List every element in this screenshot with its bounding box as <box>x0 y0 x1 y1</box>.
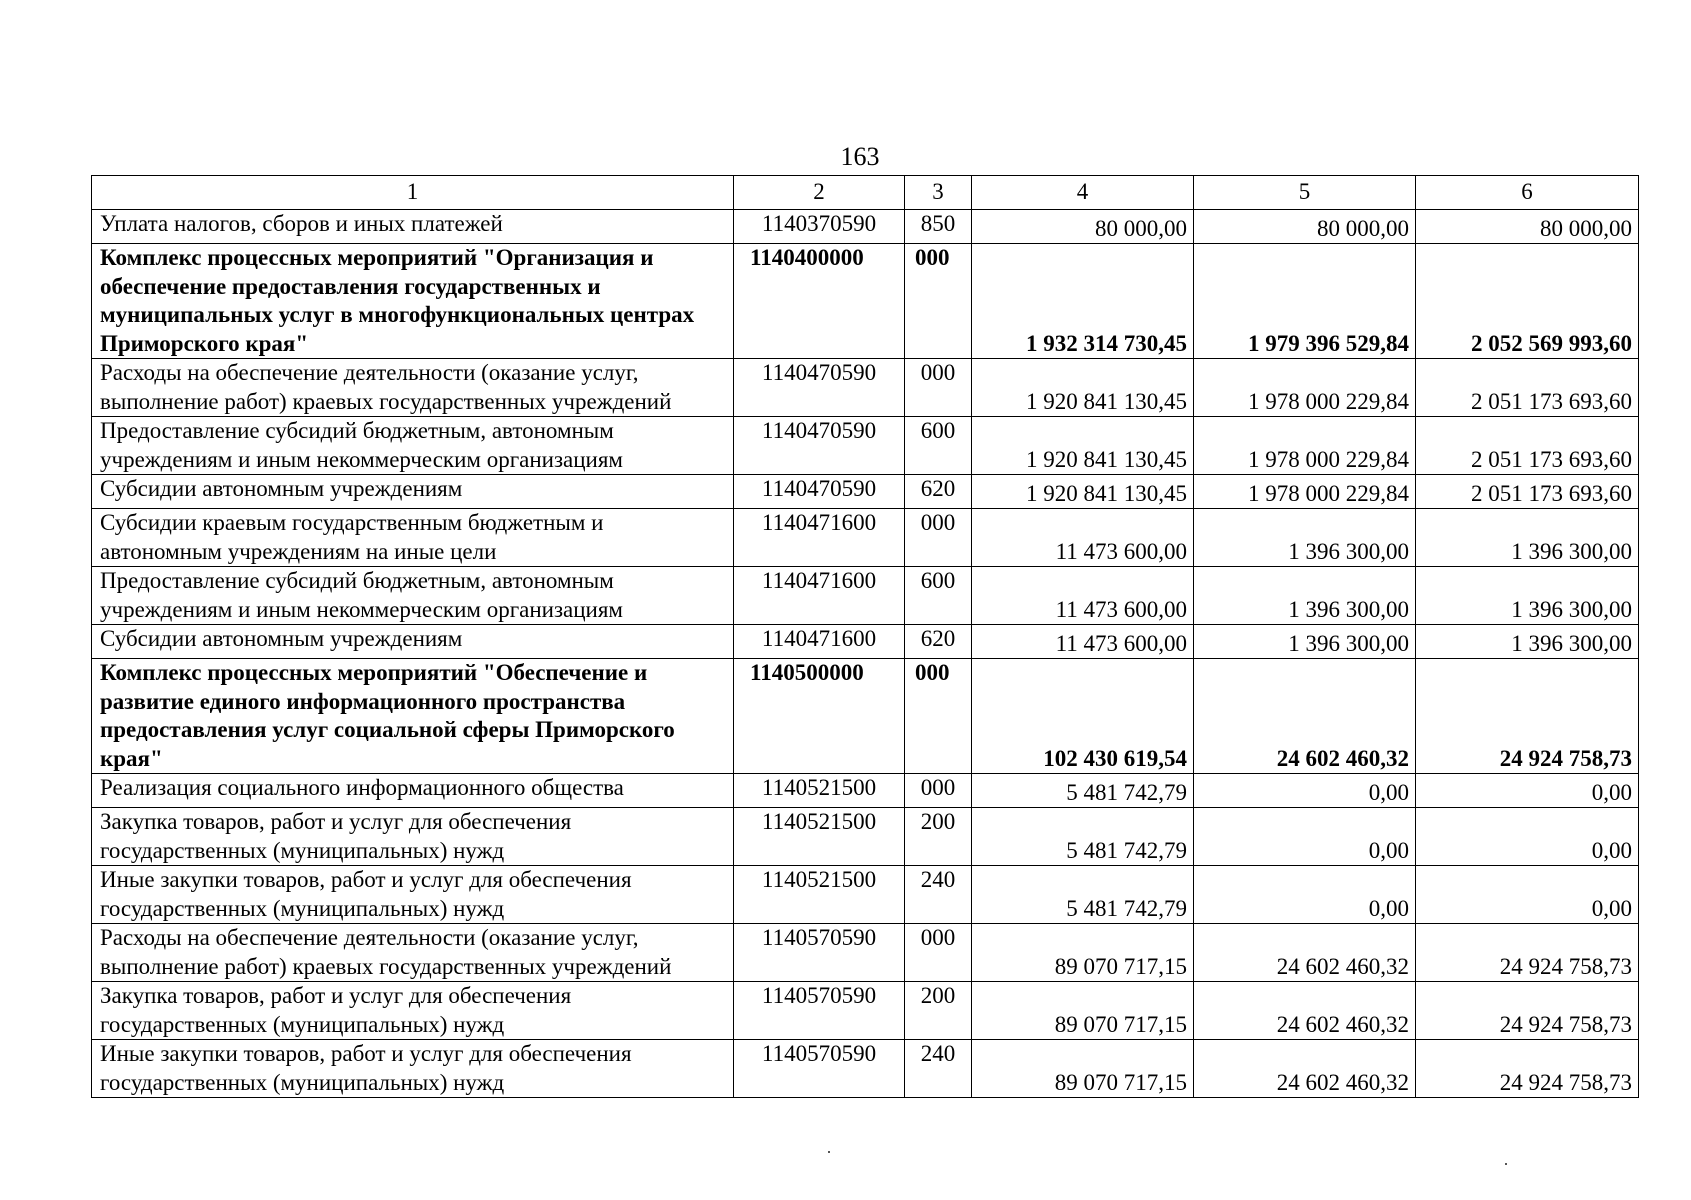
row-code: 1140370590 <box>734 210 905 244</box>
row-value-5: 80 000,00 <box>1194 210 1416 244</box>
row-value-6: 24 924 758,73 <box>1416 1040 1639 1098</box>
row-value-5: 1 978 000 229,84 <box>1194 475 1416 509</box>
row-name: Предоставление субсидий бюджетным, автономным учреждениям и иным некоммерческим организациям <box>92 417 734 475</box>
row-value-6: 80 000,00 <box>1416 210 1639 244</box>
row-value-4: 5 481 742,79 <box>972 866 1194 924</box>
row-value-6: 24 924 758,73 <box>1416 659 1639 774</box>
row-value-4: 102 430 619,54 <box>972 659 1194 774</box>
row-value-4: 89 070 717,15 <box>972 924 1194 982</box>
table-row <box>92 774 1639 808</box>
row-value-5: 1 396 300,00 <box>1194 625 1416 659</box>
row-value-5: 24 602 460,32 <box>1194 659 1416 774</box>
row-code: 1140521500 <box>734 808 905 866</box>
table-body <box>92 176 1639 1098</box>
row-code: 1140570590 <box>734 982 905 1040</box>
table-row <box>92 509 1639 567</box>
row-value-5: 1 978 000 229,84 <box>1194 417 1416 475</box>
page-number: 163 <box>840 142 880 171</box>
row-type: 000 <box>905 924 972 982</box>
row-type: 000 <box>905 774 972 808</box>
row-value-5: 24 602 460,32 <box>1194 982 1416 1040</box>
scan-speck <box>828 1151 830 1153</box>
table-row <box>92 866 1639 924</box>
row-value-4: 89 070 717,15 <box>972 982 1194 1040</box>
table-row <box>92 567 1639 625</box>
row-type: 240 <box>905 866 972 924</box>
row-value-4: 5 481 742,79 <box>972 808 1194 866</box>
row-value-6: 2 052 569 993,60 <box>1416 244 1639 359</box>
row-code: 1140521500 <box>734 774 905 808</box>
column-number-row <box>92 176 1639 210</box>
row-value-5: 24 602 460,32 <box>1194 924 1416 982</box>
row-value-5: 1 396 300,00 <box>1194 509 1416 567</box>
row-value-5: 1 978 000 229,84 <box>1194 359 1416 417</box>
row-value-6: 2 051 173 693,60 <box>1416 417 1639 475</box>
row-value-5: 0,00 <box>1194 808 1416 866</box>
table-row <box>92 475 1639 509</box>
table-row <box>92 808 1639 866</box>
row-value-6: 0,00 <box>1416 774 1639 808</box>
column-header: 6 <box>1416 176 1639 210</box>
row-code: 1140470590 <box>734 417 905 475</box>
row-value-6: 1 396 300,00 <box>1416 509 1639 567</box>
column-header: 2 <box>734 176 905 210</box>
column-header: 3 <box>905 176 972 210</box>
row-type: 000 <box>905 359 972 417</box>
row-value-5: 0,00 <box>1194 774 1416 808</box>
table-row <box>92 244 1639 359</box>
row-type: 240 <box>905 1040 972 1098</box>
row-value-6: 2 051 173 693,60 <box>1416 359 1639 417</box>
row-value-5: 24 602 460,32 <box>1194 1040 1416 1098</box>
row-value-5: 1 396 300,00 <box>1194 567 1416 625</box>
row-value-6: 1 396 300,00 <box>1416 567 1639 625</box>
table-row <box>92 924 1639 982</box>
row-code: 1140471600 <box>734 509 905 567</box>
row-type: 000 <box>905 509 972 567</box>
row-name: Комплекс процессных мероприятий "Обеспечение и развитие единого информационного пространства предоставления услуг социальной сферы Приморского края" <box>92 659 734 774</box>
row-name: Предоставление субсидий бюджетным, автономным учреждениям и иным некоммерческим организациям <box>92 567 734 625</box>
row-name: Закупка товаров, работ и услуг для обеспечения государственных (муниципальных) нужд <box>92 808 734 866</box>
row-name: Субсидии автономным учреждениям <box>92 475 734 509</box>
column-header: 5 <box>1194 176 1416 210</box>
row-name: Субсидии автономным учреждениям <box>92 625 734 659</box>
row-type: 200 <box>905 982 972 1040</box>
budget-table <box>91 175 1639 1098</box>
row-code: 1140471600 <box>734 567 905 625</box>
row-name: Расходы на обеспечение деятельности (оказание услуг, выполнение работ) краевых государственных учреждений <box>92 359 734 417</box>
row-code: 1140570590 <box>734 924 905 982</box>
scan-speck <box>1505 1163 1507 1165</box>
row-value-4: 11 473 600,00 <box>972 509 1194 567</box>
row-value-4: 11 473 600,00 <box>972 625 1194 659</box>
row-code: 1140471600 <box>734 625 905 659</box>
row-name: Иные закупки товаров, работ и услуг для обеспечения государственных (муниципальных) нужд <box>92 1040 734 1098</box>
row-type: 850 <box>905 210 972 244</box>
column-header: 1 <box>92 176 734 210</box>
table-row <box>92 1040 1639 1098</box>
table-row <box>92 982 1639 1040</box>
row-type: 000 <box>905 244 972 359</box>
table-row <box>92 359 1639 417</box>
row-type: 620 <box>905 625 972 659</box>
row-name: Закупка товаров, работ и услуг для обеспечения государственных (муниципальных) нужд <box>92 982 734 1040</box>
row-type: 200 <box>905 808 972 866</box>
table-row <box>92 625 1639 659</box>
row-value-6: 24 924 758,73 <box>1416 982 1639 1040</box>
row-code: 1140570590 <box>734 1040 905 1098</box>
row-type: 000 <box>905 659 972 774</box>
row-value-4: 80 000,00 <box>972 210 1194 244</box>
table-row <box>92 659 1639 774</box>
row-code: 1140470590 <box>734 359 905 417</box>
row-value-4: 1 920 841 130,45 <box>972 359 1194 417</box>
row-type: 600 <box>905 567 972 625</box>
row-value-6: 24 924 758,73 <box>1416 924 1639 982</box>
row-value-6: 0,00 <box>1416 808 1639 866</box>
row-code: 1140400000 <box>734 244 905 359</box>
row-value-4: 1 932 314 730,45 <box>972 244 1194 359</box>
row-code: 1140470590 <box>734 475 905 509</box>
row-name: Субсидии краевым государственным бюджетным и автономным учреждениям на иные цели <box>92 509 734 567</box>
table-row <box>92 417 1639 475</box>
row-value-4: 11 473 600,00 <box>972 567 1194 625</box>
row-type: 620 <box>905 475 972 509</box>
row-value-4: 1 920 841 130,45 <box>972 417 1194 475</box>
row-value-5: 0,00 <box>1194 866 1416 924</box>
row-code: 1140500000 <box>734 659 905 774</box>
row-name: Комплекс процессных мероприятий "Организация и обеспечение предоставления государственных и муниципальных услуг в многофункциональных центрах Приморского края" <box>92 244 734 359</box>
row-value-6: 0,00 <box>1416 866 1639 924</box>
row-code: 1140521500 <box>734 866 905 924</box>
row-name: Иные закупки товаров, работ и услуг для обеспечения государственных (муниципальных) нужд <box>92 866 734 924</box>
row-value-5: 1 979 396 529,84 <box>1194 244 1416 359</box>
row-name: Реализация социального информационного общества <box>92 774 734 808</box>
row-type: 600 <box>905 417 972 475</box>
row-value-4: 1 920 841 130,45 <box>972 475 1194 509</box>
row-name: Уплата налогов, сборов и иных платежей <box>92 210 734 244</box>
row-value-6: 1 396 300,00 <box>1416 625 1639 659</box>
table-row <box>92 210 1639 244</box>
row-value-4: 89 070 717,15 <box>972 1040 1194 1098</box>
row-value-6: 2 051 173 693,60 <box>1416 475 1639 509</box>
column-header: 4 <box>972 176 1194 210</box>
row-value-4: 5 481 742,79 <box>972 774 1194 808</box>
row-name: Расходы на обеспечение деятельности (оказание услуг, выполнение работ) краевых государственных учреждений <box>92 924 734 982</box>
